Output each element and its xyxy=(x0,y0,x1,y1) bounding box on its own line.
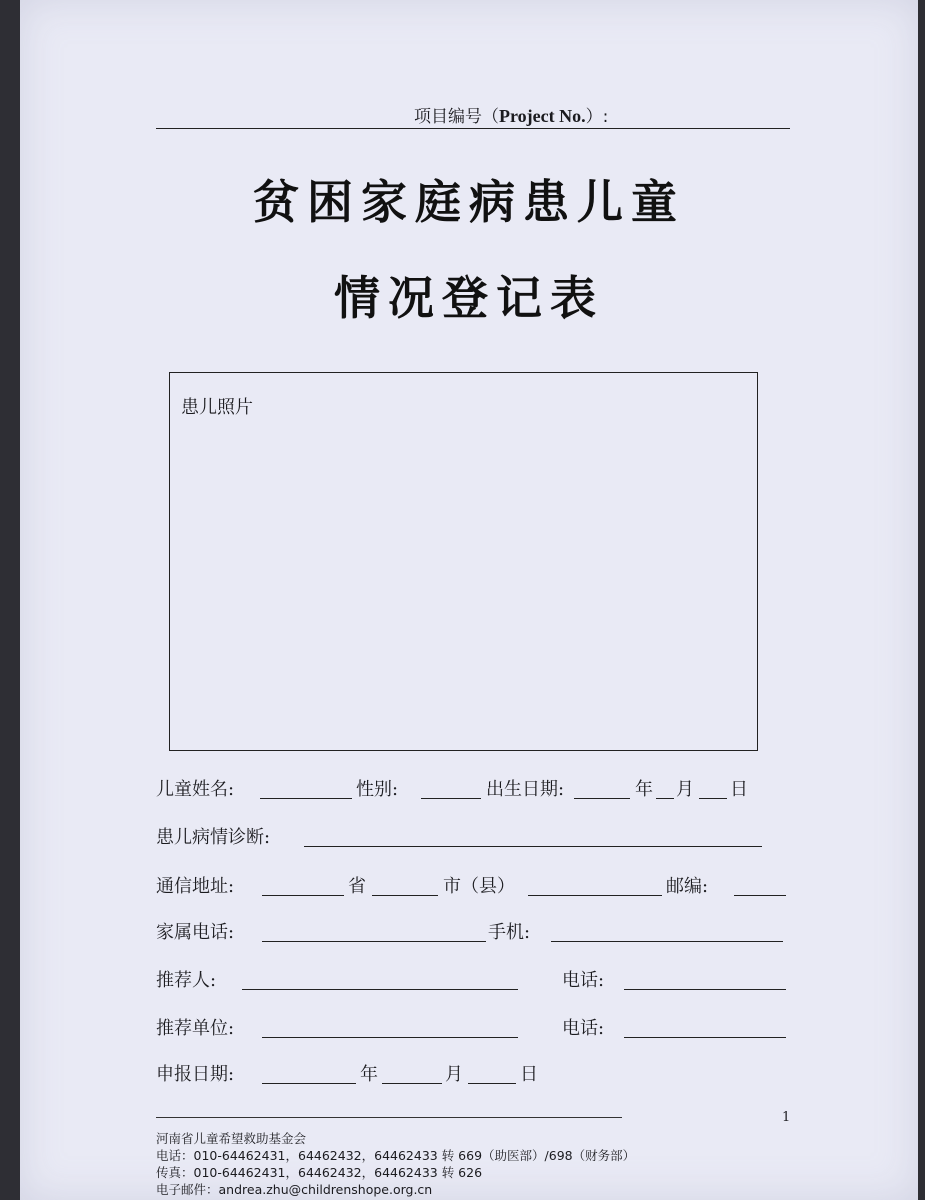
birth-year-blank xyxy=(574,798,630,799)
address-detail-blank xyxy=(528,895,662,896)
recommender-phone-label: 电话: xyxy=(562,970,605,991)
unit-phone-blank xyxy=(624,1037,786,1038)
apply-date-row xyxy=(156,1060,796,1090)
project-label-cn: 项目编号（ xyxy=(414,107,499,127)
diagnosis-blank xyxy=(304,846,762,847)
footer-email: 电子邮件：andrea.zhu@childrenshope.org.cn xyxy=(156,1182,433,1197)
page-number: 1 xyxy=(782,1110,791,1125)
birth-date-label: 出生日期: xyxy=(486,779,565,800)
gender-label: 性别: xyxy=(356,779,399,800)
city-blank xyxy=(372,895,438,896)
child-name-blank xyxy=(260,798,352,799)
footer-fax: 传真：010-64462431，64462432，64462433 转 626 xyxy=(156,1165,483,1180)
province-blank xyxy=(262,895,344,896)
footer-divider xyxy=(156,1117,622,1118)
birth-year-label: 年 xyxy=(635,779,653,800)
apply-date-label: 申报日期: xyxy=(156,1064,235,1085)
form-title-line2: 情况登记表 xyxy=(334,271,604,325)
phone-row xyxy=(156,918,796,948)
recommender-row xyxy=(156,966,796,996)
recommender-blank xyxy=(242,989,518,990)
child-name-label: 儿童姓名: xyxy=(156,779,235,800)
project-number-row xyxy=(156,100,790,129)
recommending-unit-blank xyxy=(262,1037,518,1038)
birth-day-blank xyxy=(699,798,727,799)
footer-contact xyxy=(156,1130,635,1198)
diagnosis-row xyxy=(156,823,796,853)
project-label-end: ）: xyxy=(585,107,609,127)
postcode-label: 邮编: xyxy=(666,876,709,897)
family-phone-blank xyxy=(262,941,486,942)
address-label: 通信地址: xyxy=(156,876,235,897)
apply-year-blank xyxy=(262,1083,356,1084)
postcode-blank xyxy=(734,895,786,896)
apply-month-blank xyxy=(382,1083,442,1084)
child-info-row xyxy=(156,775,796,805)
birth-month-blank xyxy=(656,798,674,799)
apply-month-label: 月 xyxy=(445,1064,463,1085)
form-page xyxy=(20,0,918,1200)
family-phone-label: 家属电话: xyxy=(156,922,235,943)
recommending-unit-label: 推荐单位: xyxy=(156,1018,235,1039)
recommending-unit-row xyxy=(156,1014,796,1044)
form-title-line1: 贫困家庭病患儿童 xyxy=(253,175,685,229)
city-label: 市（县） xyxy=(443,876,515,897)
project-label-en: Project No. xyxy=(499,106,586,126)
footer-tel: 电话：010-64462431，64462432，64462433 转 669（助医部）/698（财务部） xyxy=(156,1148,636,1163)
diagnosis-label: 患儿病情诊断: xyxy=(156,827,271,848)
photo-label: 患儿照片 xyxy=(181,397,253,418)
apply-year-label: 年 xyxy=(360,1064,378,1085)
unit-phone-label: 电话: xyxy=(562,1018,605,1039)
birth-day-label: 日 xyxy=(730,779,748,800)
gender-blank xyxy=(421,798,481,799)
province-label: 省 xyxy=(348,876,366,897)
recommender-phone-blank xyxy=(624,989,786,990)
mobile-label: 手机: xyxy=(488,922,531,943)
project-number-label xyxy=(414,102,608,127)
apply-day-label: 日 xyxy=(520,1064,538,1085)
mobile-blank xyxy=(551,941,783,942)
recommender-label: 推荐人: xyxy=(156,970,217,991)
photo-box xyxy=(169,372,758,751)
address-row xyxy=(156,872,796,902)
footer-org: 河南省儿童希望救助基金会 xyxy=(156,1131,307,1146)
apply-day-blank xyxy=(468,1083,516,1084)
birth-month-label: 月 xyxy=(676,779,694,800)
